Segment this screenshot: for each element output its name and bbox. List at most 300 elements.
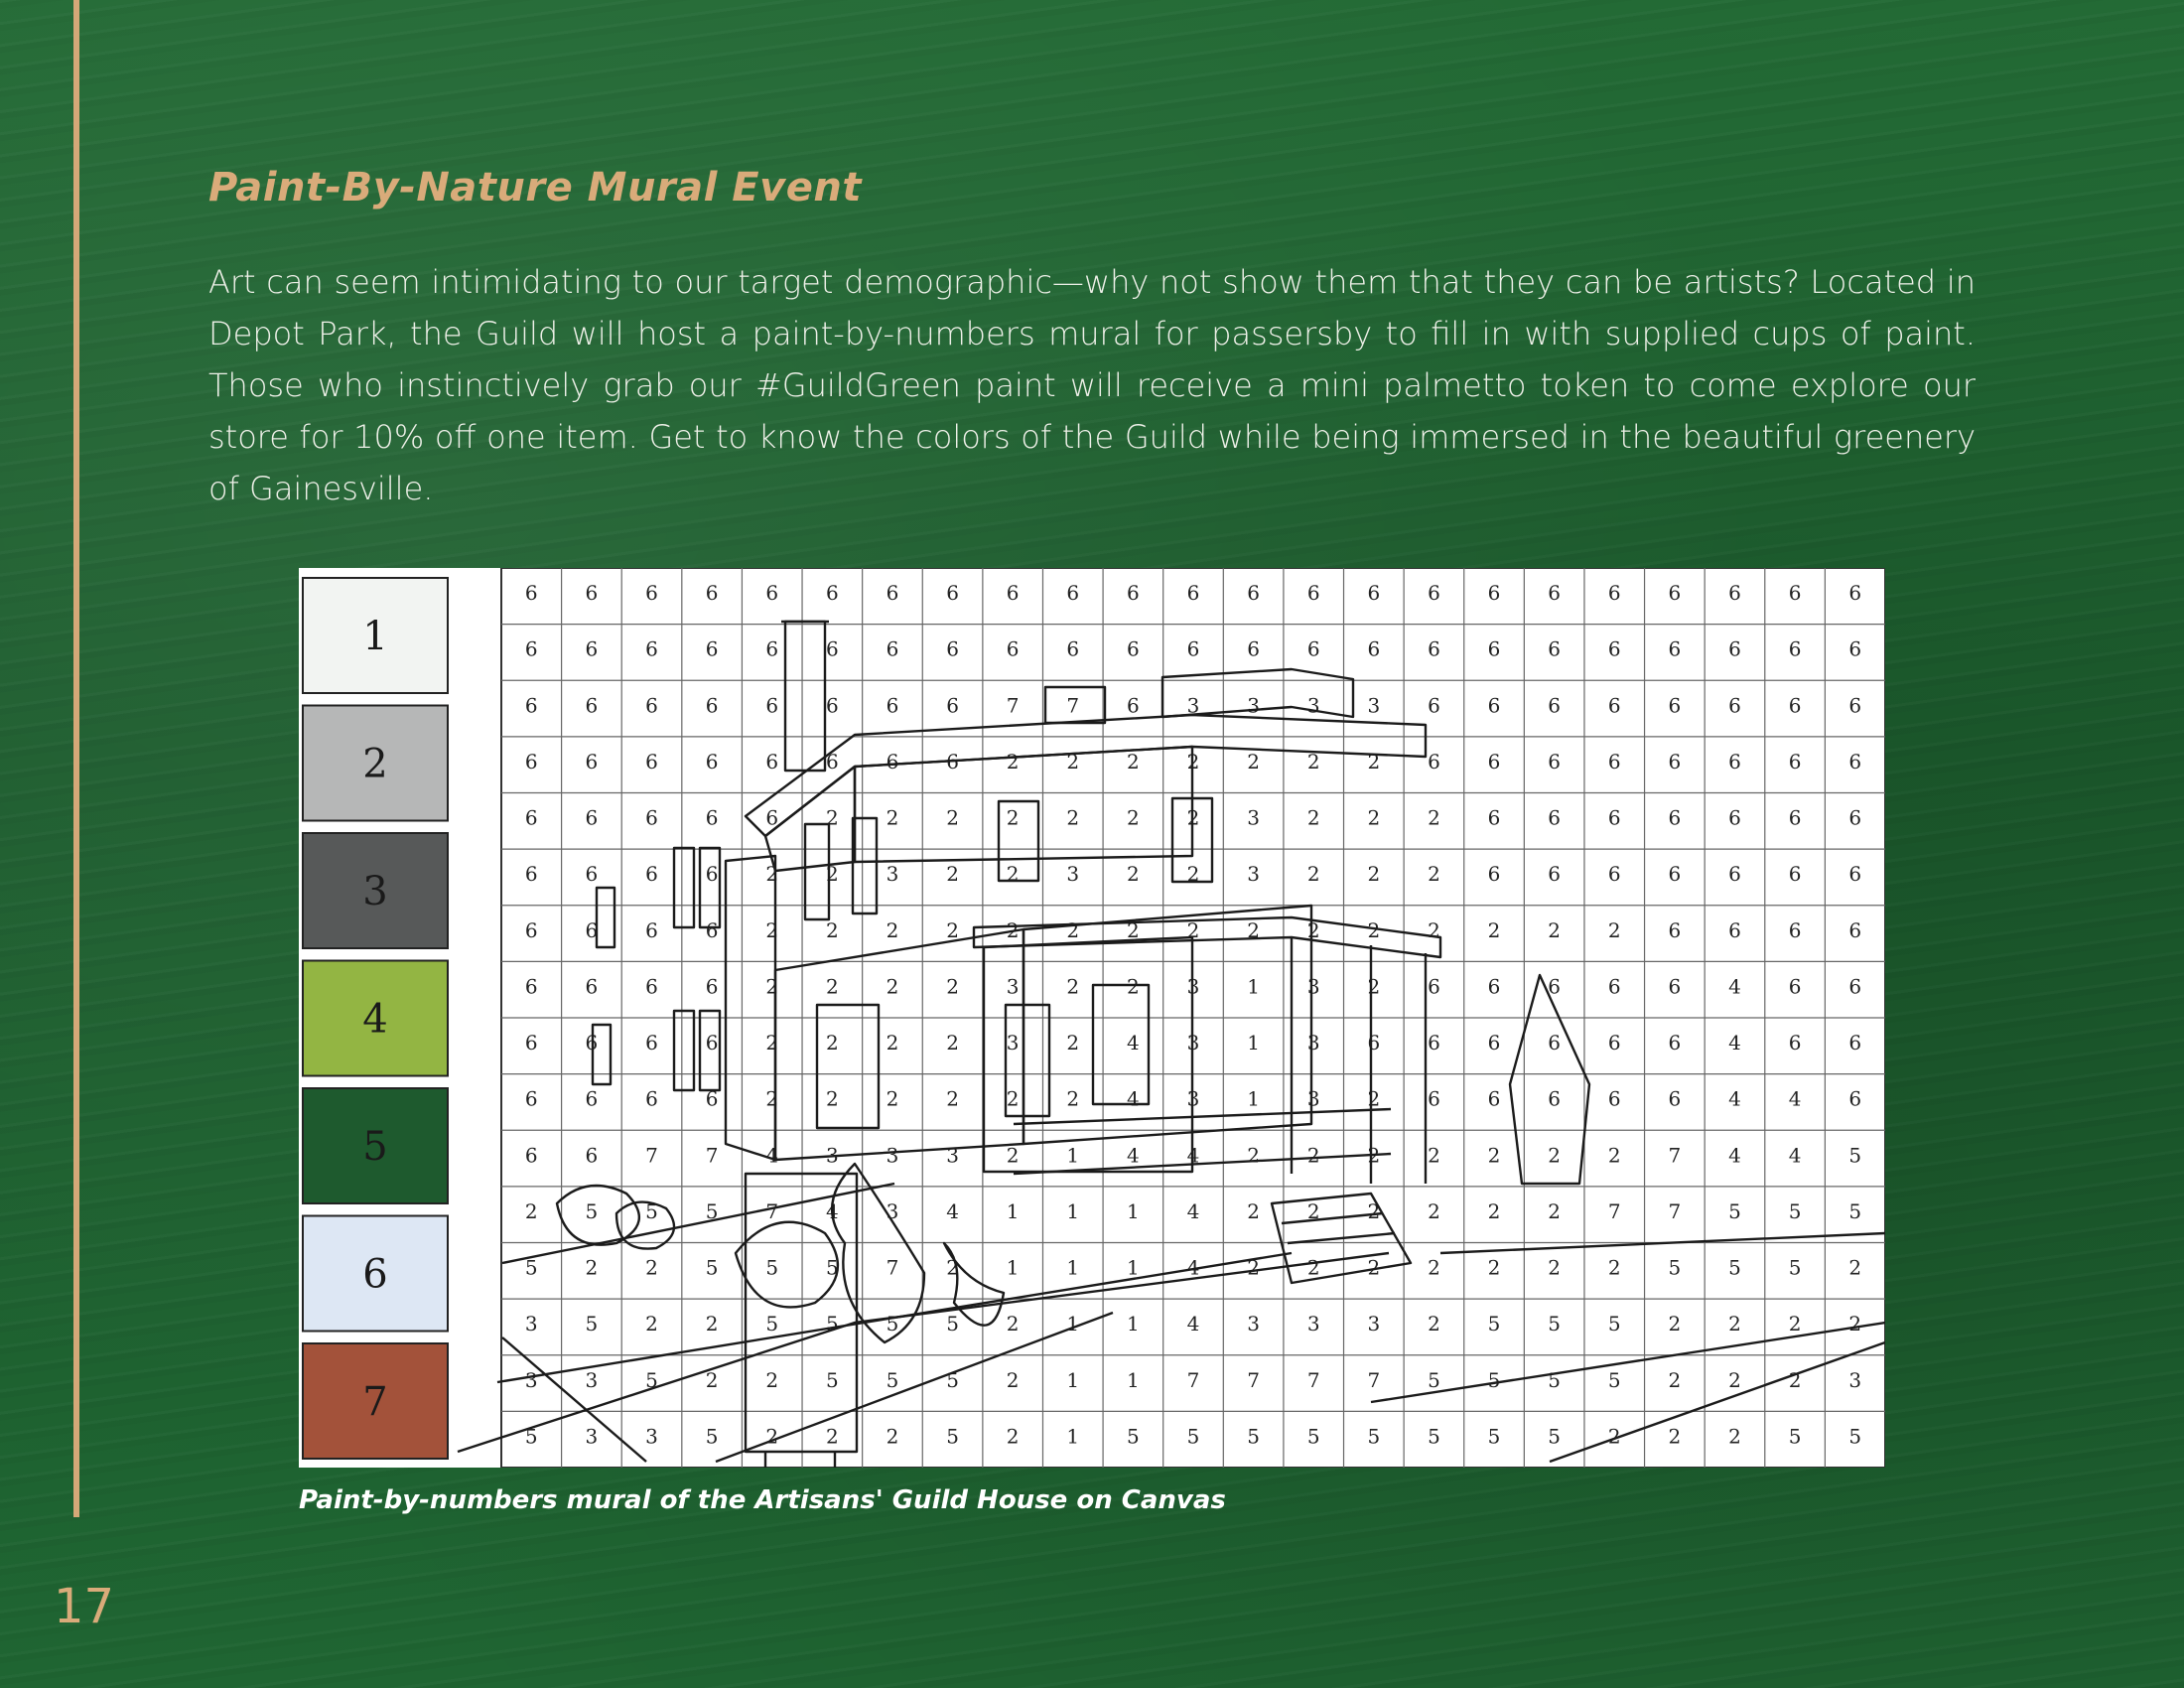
cell-number: 4 xyxy=(946,1198,959,1223)
cell-number: 5 xyxy=(1186,1424,1200,1449)
cell-number: 6 xyxy=(645,1031,658,1055)
cell-number: 5 xyxy=(1848,1198,1862,1223)
cell-number: 6 xyxy=(1548,749,1562,774)
cell-number: 3 xyxy=(1006,974,1020,999)
cell-number: 6 xyxy=(1728,862,1741,887)
cell-number: 2 xyxy=(886,1424,899,1449)
cell-number: 5 xyxy=(1548,1367,1562,1392)
section-title: Paint-By-Nature Mural Event xyxy=(208,165,862,211)
color-legend xyxy=(303,578,448,1459)
cell-number: 6 xyxy=(825,581,839,605)
cell-number: 5 xyxy=(1668,1255,1682,1280)
cell-number: 5 xyxy=(886,1312,899,1336)
cell-number: 2 xyxy=(1367,1255,1381,1280)
cell-number: 1 xyxy=(1066,1367,1080,1392)
cell-number: 6 xyxy=(1127,636,1140,661)
cell-number: 3 xyxy=(524,1312,538,1336)
cell-number: 2 xyxy=(1306,805,1320,830)
cell-number: 6 xyxy=(524,862,538,887)
cell-number: 6 xyxy=(705,1086,719,1111)
cell-number: 3 xyxy=(1306,1312,1320,1336)
cell-number: 2 xyxy=(1006,1367,1020,1392)
cell-number: 2 xyxy=(1186,805,1200,830)
cell-number: 6 xyxy=(1848,1086,1862,1111)
cell-number: 6 xyxy=(585,917,599,942)
cell-number: 6 xyxy=(1668,749,1682,774)
cell-number: 3 xyxy=(1247,693,1260,718)
cell-number: 2 xyxy=(1367,1198,1381,1223)
cell-number: 3 xyxy=(645,1424,658,1449)
cell-number: 2 xyxy=(825,917,839,942)
cell-number: 6 xyxy=(524,974,538,999)
cell-number: 6 xyxy=(1788,693,1802,718)
cell-number: 4 xyxy=(1788,1143,1802,1168)
cell-number: 2 xyxy=(1728,1424,1741,1449)
cell-number: 2 xyxy=(1668,1424,1682,1449)
cell-number: 6 xyxy=(585,1086,599,1111)
cell-number: 5 xyxy=(524,1255,538,1280)
cell-number: 5 xyxy=(765,1255,779,1280)
cell-number: 6 xyxy=(705,862,719,887)
cell-number: 6 xyxy=(1607,749,1621,774)
cell-number: 5 xyxy=(1428,1367,1440,1392)
cell-number: 6 xyxy=(645,805,658,830)
cell-number: 5 xyxy=(1607,1367,1621,1392)
cell-number: 4 xyxy=(1728,1143,1741,1168)
cell-number: 2 xyxy=(765,1031,779,1055)
cell-number: 2 xyxy=(825,1086,839,1111)
cell-number: 5 xyxy=(1548,1312,1562,1336)
cell-number: 6 xyxy=(645,1086,658,1111)
cell-number: 6 xyxy=(645,749,658,774)
cell-number: 2 xyxy=(1788,1312,1802,1336)
cell-number: 1 xyxy=(1247,1031,1260,1055)
cell-number: 5 xyxy=(825,1367,839,1392)
cell-number: 6 xyxy=(1487,749,1501,774)
cell-number: 5 xyxy=(946,1424,959,1449)
cell-number: 5 xyxy=(1247,1424,1260,1449)
cell-number: 2 xyxy=(765,917,779,942)
cell-number: 2 xyxy=(1367,974,1381,999)
cell-number: 6 xyxy=(585,1143,599,1168)
cell-number: 4 xyxy=(1186,1143,1200,1168)
cell-number: 3 xyxy=(1367,693,1381,718)
cell-number: 5 xyxy=(1788,1198,1802,1223)
cell-number: 4 xyxy=(765,1143,779,1168)
cell-number: 2 xyxy=(1306,749,1320,774)
cell-number: 5 xyxy=(585,1312,599,1336)
cell-number: 6 xyxy=(1788,862,1802,887)
cell-number: 7 xyxy=(1306,1367,1320,1392)
cell-number: 4 xyxy=(1728,1086,1741,1111)
cell-number: 2 xyxy=(1306,1198,1320,1223)
cell-number: 6 xyxy=(705,917,719,942)
cell-number: 6 xyxy=(705,1031,719,1055)
cell-number: 6 xyxy=(1066,581,1080,605)
cell-number: 2 xyxy=(825,805,839,830)
cell-number: 6 xyxy=(645,917,658,942)
cell-number: 2 xyxy=(946,974,959,999)
cell-number: 6 xyxy=(1006,581,1020,605)
cell-number: 1 xyxy=(1066,1312,1080,1336)
cell-number: 2 xyxy=(1487,1143,1501,1168)
cell-number: 5 xyxy=(1848,1143,1862,1168)
cell-number: 4 xyxy=(1127,1031,1140,1055)
cell-number: 3 xyxy=(886,1143,899,1168)
cell-number: 4 xyxy=(825,1198,839,1223)
cell-number: 3 xyxy=(1186,1031,1200,1055)
cell-number: 6 xyxy=(886,693,899,718)
cell-number: 6 xyxy=(524,581,538,605)
cell-number: 6 xyxy=(1247,636,1260,661)
cell-number: 3 xyxy=(1367,1312,1381,1336)
cell-number: 2 xyxy=(524,1198,538,1223)
cell-number: 6 xyxy=(1607,862,1621,887)
legend-number-7: 7 xyxy=(362,1379,388,1425)
cell-number: 6 xyxy=(1848,693,1862,718)
cell-number: 5 xyxy=(1728,1255,1741,1280)
cell-number: 5 xyxy=(825,1255,839,1280)
cell-number: 2 xyxy=(946,805,959,830)
cell-number: 5 xyxy=(1127,1424,1140,1449)
cell-number: 2 xyxy=(645,1255,658,1280)
cell-number: 2 xyxy=(1127,917,1140,942)
cell-number: 4 xyxy=(1186,1255,1200,1280)
cell-number: 5 xyxy=(1607,1312,1621,1336)
cell-number: 6 xyxy=(705,636,719,661)
cell-number: 1 xyxy=(1066,1255,1080,1280)
cell-number: 2 xyxy=(1848,1312,1862,1336)
cell-number: 2 xyxy=(1127,749,1140,774)
cell-number: 2 xyxy=(1247,1255,1260,1280)
cell-number: 3 xyxy=(1247,1312,1260,1336)
cell-number: 6 xyxy=(1728,581,1741,605)
cell-number: 6 xyxy=(705,974,719,999)
cell-number: 6 xyxy=(1848,862,1862,887)
cell-number: 2 xyxy=(1066,749,1080,774)
cell-number: 2 xyxy=(1006,1424,1020,1449)
cell-number: 6 xyxy=(1607,636,1621,661)
cell-number: 6 xyxy=(585,749,599,774)
legend-number-4: 4 xyxy=(362,996,388,1043)
cell-number: 6 xyxy=(1728,693,1741,718)
cell-number: 6 xyxy=(1247,581,1260,605)
cell-number: 2 xyxy=(1487,917,1501,942)
cell-number: 2 xyxy=(1006,1312,1020,1336)
cell-number: 5 xyxy=(946,1312,959,1336)
cell-number: 6 xyxy=(886,581,899,605)
cell-number: 2 xyxy=(765,1424,779,1449)
cell-number: 6 xyxy=(1306,636,1320,661)
cell-number: 6 xyxy=(585,581,599,605)
cell-number: 5 xyxy=(1487,1367,1501,1392)
cell-number: 2 xyxy=(1006,917,1020,942)
cell-number: 2 xyxy=(765,974,779,999)
cell-number: 6 xyxy=(705,581,719,605)
cell-number: 3 xyxy=(1186,1086,1200,1111)
cell-number: 2 xyxy=(1607,1143,1621,1168)
cell-number: 4 xyxy=(1186,1198,1200,1223)
cell-number: 2 xyxy=(585,1255,599,1280)
cell-number: 7 xyxy=(1607,1198,1621,1223)
cell-number: 6 xyxy=(585,693,599,718)
cell-number: 6 xyxy=(585,805,599,830)
page-number: 17 xyxy=(54,1579,115,1634)
cell-number: 6 xyxy=(1367,581,1381,605)
cell-number: 6 xyxy=(1186,636,1200,661)
cell-number: 6 xyxy=(1186,581,1200,605)
cell-number: 5 xyxy=(825,1312,839,1336)
cell-number: 7 xyxy=(1367,1367,1381,1392)
cell-number: 6 xyxy=(1428,749,1440,774)
cell-number: 7 xyxy=(886,1255,899,1280)
cell-number: 6 xyxy=(1848,974,1862,999)
cell-number: 5 xyxy=(1548,1424,1562,1449)
cell-number: 2 xyxy=(1066,1031,1080,1055)
figure-caption: Paint-by-numbers mural of the Artisans' Guild House on Canvas xyxy=(299,1485,1226,1515)
cell-number: 6 xyxy=(1668,974,1682,999)
cell-number: 6 xyxy=(1848,749,1862,774)
cell-number: 3 xyxy=(886,1198,899,1223)
cell-number: 6 xyxy=(765,693,779,718)
cell-number: 6 xyxy=(1487,862,1501,887)
cell-number: 6 xyxy=(1668,862,1682,887)
cell-number: 6 xyxy=(1607,974,1621,999)
cell-number: 6 xyxy=(825,749,839,774)
cell-number: 2 xyxy=(1607,917,1621,942)
cell-number: 1 xyxy=(1006,1198,1020,1223)
cell-number: 6 xyxy=(1548,1031,1562,1055)
cell-number: 6 xyxy=(1607,1031,1621,1055)
legend-number-5: 5 xyxy=(362,1124,388,1170)
cell-number: 6 xyxy=(1848,917,1862,942)
cell-number: 6 xyxy=(1428,1086,1440,1111)
cell-number: 5 xyxy=(765,1312,779,1336)
cell-number: 4 xyxy=(1186,1312,1200,1336)
cell-number: 2 xyxy=(1247,917,1260,942)
cell-number: 3 xyxy=(1066,862,1080,887)
cell-number: 2 xyxy=(1428,805,1440,830)
cell-number: 6 xyxy=(1487,693,1501,718)
cell-number: 6 xyxy=(645,636,658,661)
cell-number: 6 xyxy=(1668,581,1682,605)
cell-number: 6 xyxy=(705,749,719,774)
cell-number: 2 xyxy=(946,917,959,942)
cell-number: 2 xyxy=(1186,862,1200,887)
cell-number: 2 xyxy=(946,1086,959,1111)
cell-number: 2 xyxy=(1247,1198,1260,1223)
cell-number: 6 xyxy=(1668,636,1682,661)
mural-canvas xyxy=(299,568,1885,1468)
cell-number: 2 xyxy=(1306,1143,1320,1168)
cell-number: 2 xyxy=(825,862,839,887)
cell-number: 7 xyxy=(645,1143,658,1168)
cell-number: 6 xyxy=(1428,693,1440,718)
cell-number: 2 xyxy=(765,1086,779,1111)
cell-number: 6 xyxy=(645,974,658,999)
cell-number: 6 xyxy=(524,636,538,661)
cell-number: 5 xyxy=(1367,1424,1381,1449)
cell-number: 3 xyxy=(1306,693,1320,718)
legend-number-1: 1 xyxy=(362,614,388,659)
cell-number: 5 xyxy=(886,1367,899,1392)
cell-number: 2 xyxy=(1306,1255,1320,1280)
cell-number: 2 xyxy=(886,974,899,999)
cell-number: 6 xyxy=(825,636,839,661)
cell-number: 2 xyxy=(1428,1198,1440,1223)
cell-number: 6 xyxy=(1006,636,1020,661)
cell-number: 6 xyxy=(946,636,959,661)
cell-number: 2 xyxy=(1848,1255,1862,1280)
cell-number: 4 xyxy=(1127,1086,1140,1111)
cell-number: 5 xyxy=(705,1255,719,1280)
cell-number: 6 xyxy=(524,693,538,718)
cell-number: 2 xyxy=(1788,1367,1802,1392)
cell-number: 3 xyxy=(1247,805,1260,830)
cell-number: 6 xyxy=(1548,974,1562,999)
cell-number: 7 xyxy=(1668,1143,1682,1168)
cell-number: 6 xyxy=(1788,974,1802,999)
cell-number: 6 xyxy=(1668,1086,1682,1111)
cell-number: 2 xyxy=(1306,862,1320,887)
cell-number: 6 xyxy=(1788,917,1802,942)
cell-number: 6 xyxy=(1127,581,1140,605)
cell-number: 3 xyxy=(524,1367,538,1392)
cell-number: 6 xyxy=(1487,974,1501,999)
cell-number: 2 xyxy=(1548,1255,1562,1280)
cell-number: 1 xyxy=(1066,1424,1080,1449)
cell-number: 5 xyxy=(645,1367,658,1392)
cell-number: 6 xyxy=(886,749,899,774)
cell-number: 2 xyxy=(1428,862,1440,887)
cell-number: 6 xyxy=(1367,636,1381,661)
cell-number: 2 xyxy=(1607,1255,1621,1280)
cell-number: 3 xyxy=(825,1143,839,1168)
cell-number: 2 xyxy=(1548,1143,1562,1168)
cell-number: 6 xyxy=(1668,693,1682,718)
cell-number: 5 xyxy=(1848,1424,1862,1449)
cell-number: 6 xyxy=(1428,636,1440,661)
cell-number: 4 xyxy=(1127,1143,1140,1168)
cell-number: 6 xyxy=(1788,581,1802,605)
cell-number: 6 xyxy=(946,693,959,718)
cell-number: 5 xyxy=(1788,1255,1802,1280)
cell-number: 2 xyxy=(1306,917,1320,942)
cell-number: 1 xyxy=(1127,1255,1140,1280)
cell-number: 6 xyxy=(1668,917,1682,942)
cell-number: 7 xyxy=(1066,693,1080,718)
cell-number: 1 xyxy=(1066,1143,1080,1168)
cell-number: 6 xyxy=(765,636,779,661)
cell-number: 5 xyxy=(1306,1424,1320,1449)
cell-number: 2 xyxy=(765,862,779,887)
cell-number: 6 xyxy=(1548,1086,1562,1111)
cell-number: 6 xyxy=(524,749,538,774)
cell-number: 2 xyxy=(886,1031,899,1055)
cell-number: 6 xyxy=(1548,693,1562,718)
cell-number: 2 xyxy=(1247,749,1260,774)
cell-number: 6 xyxy=(1728,749,1741,774)
cell-number: 6 xyxy=(1788,749,1802,774)
cell-number: 7 xyxy=(765,1198,779,1223)
cell-number: 2 xyxy=(825,1424,839,1449)
cell-number: 2 xyxy=(1006,749,1020,774)
legend-number-2: 2 xyxy=(362,741,388,787)
cell-number: 3 xyxy=(1848,1367,1862,1392)
cell-number: 6 xyxy=(1668,805,1682,830)
cell-number: 3 xyxy=(1186,693,1200,718)
cell-number: 6 xyxy=(645,862,658,887)
cell-number: 6 xyxy=(1607,581,1621,605)
cell-number: 2 xyxy=(946,1031,959,1055)
cell-number: 6 xyxy=(705,693,719,718)
cell-number: 5 xyxy=(1487,1424,1501,1449)
cell-number: 5 xyxy=(705,1424,719,1449)
cell-number: 6 xyxy=(1728,805,1741,830)
cell-number: 3 xyxy=(946,1143,959,1168)
cell-number: 6 xyxy=(645,581,658,605)
cell-number: 5 xyxy=(705,1198,719,1223)
cell-number: 2 xyxy=(825,974,839,999)
cell-number: 5 xyxy=(524,1424,538,1449)
cell-number: 2 xyxy=(886,1086,899,1111)
cell-number: 3 xyxy=(585,1367,599,1392)
cell-number: 2 xyxy=(645,1312,658,1336)
cell-number: 6 xyxy=(585,636,599,661)
cell-number: 6 xyxy=(1788,636,1802,661)
cell-number: 4 xyxy=(1728,1031,1741,1055)
cell-number: 2 xyxy=(1487,1255,1501,1280)
cell-number: 3 xyxy=(585,1424,599,1449)
cell-number: 2 xyxy=(1127,974,1140,999)
cell-number: 2 xyxy=(886,917,899,942)
cell-number: 2 xyxy=(1367,749,1381,774)
cell-number: 2 xyxy=(1066,917,1080,942)
cell-number: 3 xyxy=(1247,862,1260,887)
cell-number: 2 xyxy=(1006,862,1020,887)
cell-number: 6 xyxy=(1548,581,1562,605)
cell-number: 5 xyxy=(585,1198,599,1223)
cell-number: 2 xyxy=(1066,805,1080,830)
cell-number: 3 xyxy=(1306,1031,1320,1055)
cell-number: 6 xyxy=(1127,693,1140,718)
cell-number: 1 xyxy=(1127,1312,1140,1336)
cell-number: 6 xyxy=(1668,1031,1682,1055)
cell-number: 2 xyxy=(1367,862,1381,887)
cell-number: 4 xyxy=(1728,974,1741,999)
cell-number: 4 xyxy=(1788,1086,1802,1111)
cell-number: 7 xyxy=(1186,1367,1200,1392)
cell-number: 1 xyxy=(1247,1086,1260,1111)
cell-number: 6 xyxy=(765,581,779,605)
cell-number: 6 xyxy=(1487,636,1501,661)
cell-number: 6 xyxy=(1728,917,1741,942)
cell-number: 6 xyxy=(1487,581,1501,605)
legend-number-6: 6 xyxy=(362,1251,388,1298)
cell-number: 6 xyxy=(585,1031,599,1055)
cell-number: 2 xyxy=(886,805,899,830)
cell-number: 5 xyxy=(1487,1312,1501,1336)
cell-number: 6 xyxy=(1428,1031,1440,1055)
cell-number: 2 xyxy=(1127,805,1140,830)
cell-number: 5 xyxy=(1728,1198,1741,1223)
cell-number: 2 xyxy=(1066,974,1080,999)
cell-number: 1 xyxy=(1066,1198,1080,1223)
cell-number: 6 xyxy=(524,1143,538,1168)
cell-number: 2 xyxy=(765,1367,779,1392)
cell-number: 6 xyxy=(1066,636,1080,661)
cell-number: 7 xyxy=(1247,1367,1260,1392)
